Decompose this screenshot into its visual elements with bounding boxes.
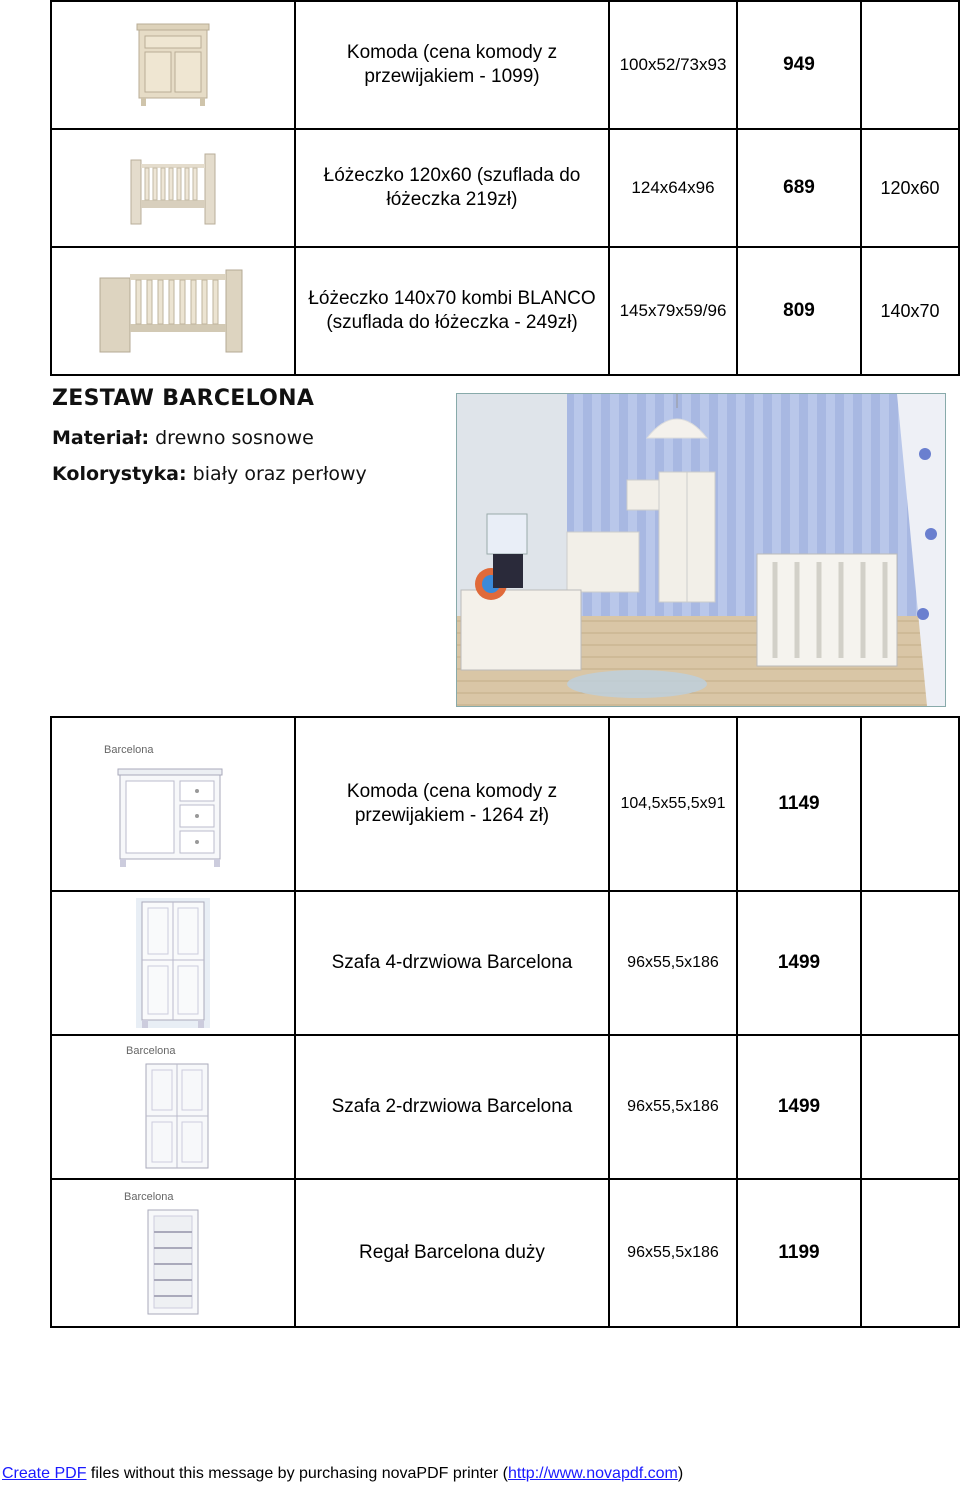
product-size (861, 1035, 959, 1179)
svg-text:Barcelona: Barcelona (104, 744, 154, 756)
footer-text: files without this message by purchasing novaPDF printer ( (86, 1465, 508, 1482)
svg-text:Barcelona: Barcelona (124, 1191, 174, 1203)
table-row (51, 1179, 959, 1327)
product-price: 1499 (737, 891, 861, 1035)
table-row (51, 1, 959, 129)
product-dimensions: 100x52/73x93 (609, 1, 737, 129)
product-price: 949 (737, 1, 861, 129)
product-name: Łóżeczko 140x70 kombi BLANCO (szuflada do łóżeczka - 249zł) (295, 247, 609, 375)
wardrobe-4-door-icon (136, 898, 210, 1028)
table-row (51, 247, 959, 375)
product-image-cell (51, 1035, 295, 1179)
product-dimensions: 145x79x59/96 (609, 247, 737, 375)
product-size (861, 1, 959, 129)
product-name: Regał Barcelona duży (295, 1179, 609, 1327)
product-image-cell (51, 1179, 295, 1327)
product-size: 120x60 (861, 129, 959, 247)
product-name: Komoda (cena komody z przewijakiem - 1099) (295, 1, 609, 129)
dresser-icon (98, 739, 248, 869)
product-name: Komoda (cena komody z przewijakiem - 1264 zł) (295, 717, 609, 891)
material-label: Materiał: (52, 427, 150, 449)
product-image-cell (51, 891, 295, 1035)
product-price: 1149 (737, 717, 861, 891)
set-colors (52, 463, 367, 485)
novapdf-link[interactable]: http://www.novapdf.com (508, 1465, 678, 1482)
products-table-top (50, 0, 960, 376)
table-row (51, 717, 959, 891)
product-name: Szafa 2-drzwiowa Barcelona (295, 1035, 609, 1179)
svg-text:Barcelona: Barcelona (126, 1045, 176, 1057)
product-size: 140x70 (861, 247, 959, 375)
crib-large-icon (98, 266, 248, 356)
set-material (52, 427, 367, 449)
colors-label: Kolorystyka: (52, 463, 187, 485)
table-row (51, 1035, 959, 1179)
product-dimensions: 96x55,5x186 (609, 1035, 737, 1179)
product-price: 689 (737, 129, 861, 247)
product-image-cell (51, 717, 295, 891)
product-price: 809 (737, 247, 861, 375)
table-row (51, 129, 959, 247)
product-size (861, 891, 959, 1035)
product-image-cell (51, 1, 295, 129)
footer-text-end: ) (677, 1465, 684, 1482)
material-value: drewno sosnowe (155, 427, 314, 449)
bookshelf-icon (118, 1188, 228, 1318)
product-image-cell (51, 247, 295, 375)
nursery-room-photo (456, 393, 946, 707)
product-name: Szafa 4-drzwiowa Barcelona (295, 891, 609, 1035)
product-name: Łóżeczko 120x60 (szuflada do łóżeczka 219zł) (295, 129, 609, 247)
set-info (52, 386, 367, 499)
product-price: 1199 (737, 1179, 861, 1327)
create-pdf-link[interactable]: Create PDF (2, 1465, 87, 1482)
product-image-cell (51, 129, 295, 247)
products-table-bottom (50, 716, 960, 1328)
wardrobe-2-door-icon (118, 1042, 228, 1172)
colors-value: biały oraz perłowy (192, 463, 367, 485)
product-price: 1499 (737, 1035, 861, 1179)
footer-message (2, 1465, 683, 1483)
product-dimensions: 104,5x55,5x91 (609, 717, 737, 891)
crib-icon (127, 150, 219, 226)
product-size (861, 717, 959, 891)
product-dimensions: 96x55,5x186 (609, 891, 737, 1035)
set-title: ZESTAW BARCELONA (52, 386, 315, 411)
dresser-icon (133, 22, 213, 108)
product-dimensions: 124x64x96 (609, 129, 737, 247)
product-dimensions: 96x55,5x186 (609, 1179, 737, 1327)
table-row (51, 891, 959, 1035)
product-size (861, 1179, 959, 1327)
